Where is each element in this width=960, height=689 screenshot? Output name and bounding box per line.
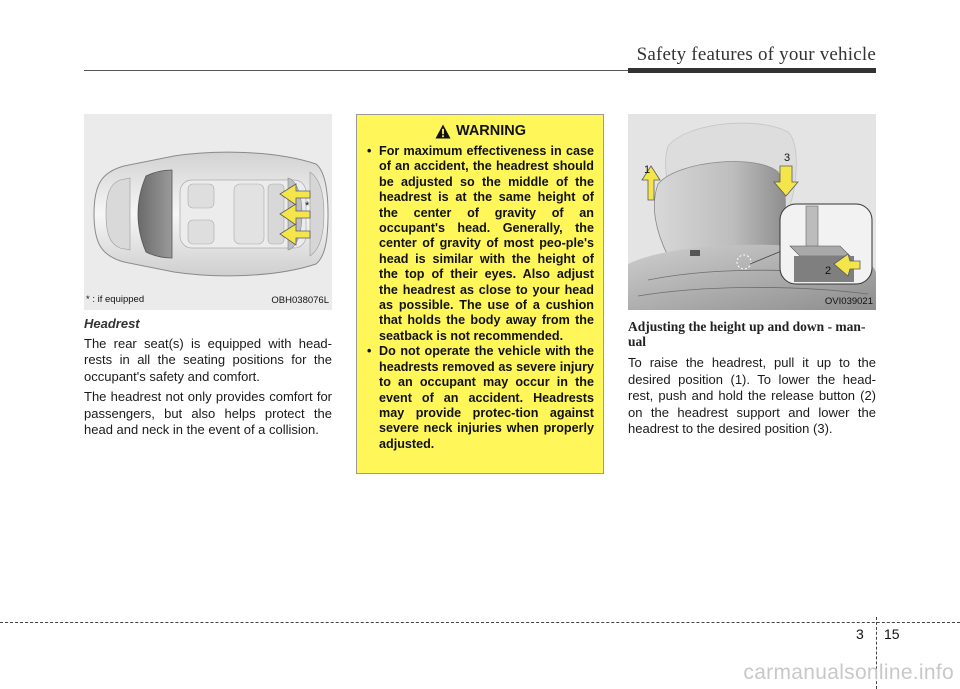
right-text-column	[628, 319, 876, 442]
header-rule-bar	[628, 68, 876, 73]
footer-rule	[0, 622, 960, 623]
chapter-number: 3	[856, 626, 864, 642]
headrest-illustration	[628, 114, 876, 310]
left-text-column	[84, 316, 332, 443]
label-raise-1: 1	[644, 164, 651, 176]
warning-heading	[367, 123, 594, 139]
subheading-adjusting: Adjusting the height up and down - man-ual	[628, 319, 866, 349]
warning-item: • Do not operate the vehicle with the headrests removed as severe injury to an occupant may occur in the event of an accident. Headrests may provide protec-tion against severe neck injuries when properly adjusted.	[367, 344, 594, 452]
headrest-adjust-figure	[628, 114, 876, 310]
figure-code: OVI039021	[824, 296, 873, 307]
warning-item: • For maximum effectiveness in case of an accident, the headrest should be adjusted so the middle of the headrest is at the same height of the center of gravity of an occupant's head. Generally, the center of gravity of most peo-ple's head is similar with the height of the top of their eyes. Also adjust the headrest as close to your head as possible. The use of a cushion that holds the body away from the seatback is not recommended.	[367, 144, 594, 344]
subheading-headrest: Headrest	[84, 316, 140, 331]
warning-triangle-icon	[435, 124, 451, 139]
warning-box	[356, 114, 604, 474]
figure-code: OBH038076L	[271, 295, 329, 306]
warning-title: WARNING	[455, 123, 527, 139]
if-equipped-note: * : if equipped	[86, 294, 145, 305]
section-title: Safety features of your vehicle	[636, 44, 876, 65]
paragraph: The headrest not only provides comfort for passengers, but also helps protect the head and neck in the event of a collision.	[84, 389, 332, 437]
car-top-view-figure	[84, 114, 332, 310]
label-lower-3: 3	[784, 152, 791, 164]
paragraph: To raise the headrest, pull it up to the desired position (1). To lower the head-rest, push and hold the release button (2) on the headrest support and lower the headrest to the desired position (3).	[628, 355, 876, 436]
if-equipped-marker: *	[305, 200, 310, 212]
car-top-view-illustration	[84, 114, 332, 310]
label-release-2: 2	[825, 265, 832, 277]
page-number: 15	[884, 626, 900, 642]
watermark: carmanualsonline.info	[743, 661, 954, 684]
warning-list	[367, 144, 594, 452]
paragraph: The rear seat(s) is equipped with head-rests in all the seating positions for the occupant's safety and comfort.	[84, 335, 332, 384]
